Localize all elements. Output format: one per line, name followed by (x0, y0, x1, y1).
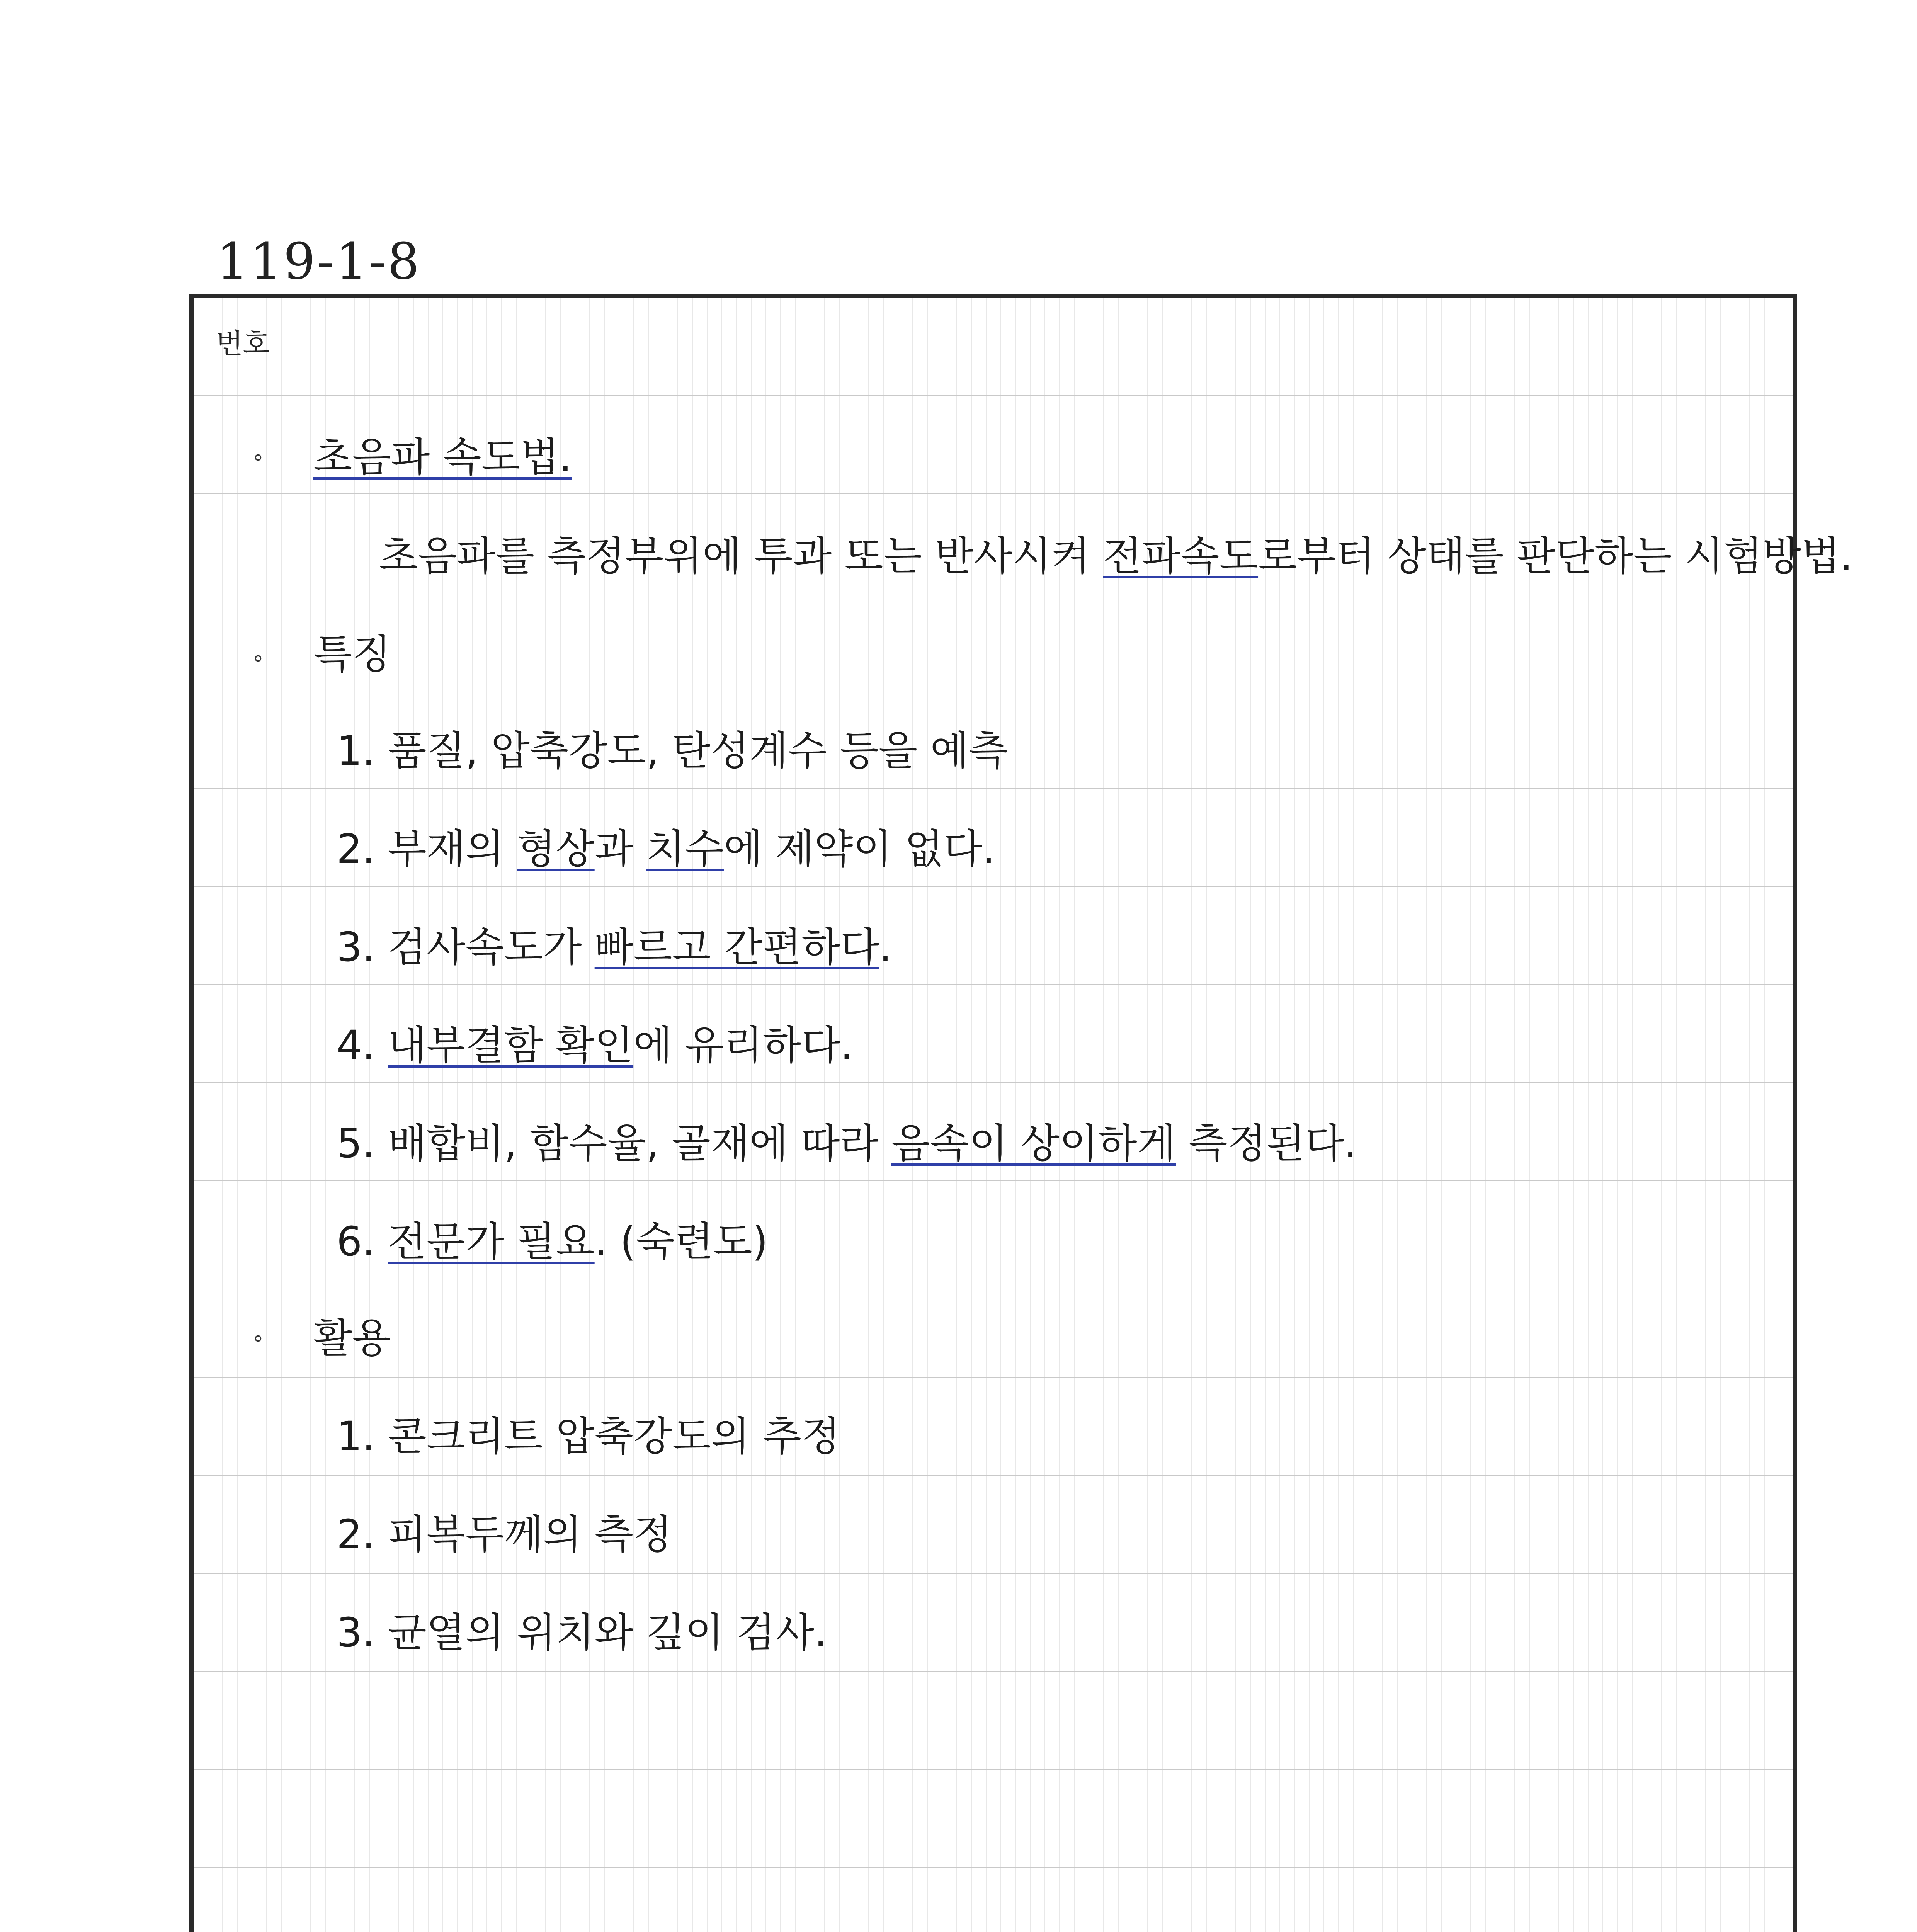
feature-text: 3. 검사속도가 (337, 923, 595, 971)
application-item (337, 1609, 827, 1656)
feature-text: 4. (337, 1022, 388, 1069)
feature-text: . (숙련도) (594, 1218, 768, 1265)
page-number: 119-1-8 (216, 232, 421, 291)
application-text: 1. 콘크리트 압축강도의 추정 (337, 1413, 840, 1460)
section-title-method: 초음파 속도법. (313, 434, 572, 481)
feature-key-term: 치수 (646, 825, 724, 872)
application-text: 2. 피복두께의 측정 (337, 1511, 672, 1558)
feature-item (337, 1022, 853, 1069)
feature-item (337, 825, 995, 872)
feature-text: 1. 품질, 압축강도, 탄성계수 등을 예측 (337, 727, 1008, 774)
feature-text: 과 (594, 825, 646, 872)
feature-text: . (879, 923, 892, 971)
answer-sheet-frame (189, 294, 1853, 1932)
feature-key-term: 내부결함 확인 (388, 1022, 634, 1069)
section-title-applications: 활용 (313, 1315, 391, 1362)
feature-key-term: 전문가 필요 (388, 1218, 595, 1265)
feature-item (337, 727, 1008, 774)
feature-text: 에 유리하다. (633, 1022, 853, 1069)
feature-item (337, 923, 892, 971)
feature-key-term: 형상 (517, 825, 595, 872)
feature-key-term: 빠르고 간편하다 (594, 923, 879, 971)
application-item (337, 1413, 840, 1460)
section-bullet: ∘ (252, 1326, 265, 1350)
feature-text: 5. 배합비, 함수율, 골재에 따라 (337, 1120, 891, 1167)
feature-text: 6. (337, 1218, 388, 1265)
definition-text: 로부터 상태를 판단하는 시험방법. (1258, 532, 1853, 580)
section-bullet: ∘ (252, 646, 265, 670)
feature-text: 측정된다. (1176, 1120, 1357, 1167)
section-title-features: 특징 (313, 631, 391, 678)
section-bullet: ∘ (252, 445, 265, 469)
application-text: 3. 균열의 위치와 깊이 검사. (337, 1609, 827, 1656)
definition-key-term: 전파속도 (1103, 532, 1259, 580)
feature-item (337, 1120, 1357, 1167)
feature-key-term: 음속이 상이하게 (891, 1120, 1176, 1167)
feature-text: 에 제약이 없다. (724, 825, 995, 872)
application-item (337, 1511, 672, 1558)
definition-line (379, 532, 1853, 580)
number-header-label: 번호 (216, 327, 270, 360)
feature-text: 2. 부재의 (337, 825, 517, 872)
feature-item (337, 1218, 768, 1265)
definition-text: 초음파를 측정부위에 투과 또는 반사시켜 (379, 532, 1103, 580)
